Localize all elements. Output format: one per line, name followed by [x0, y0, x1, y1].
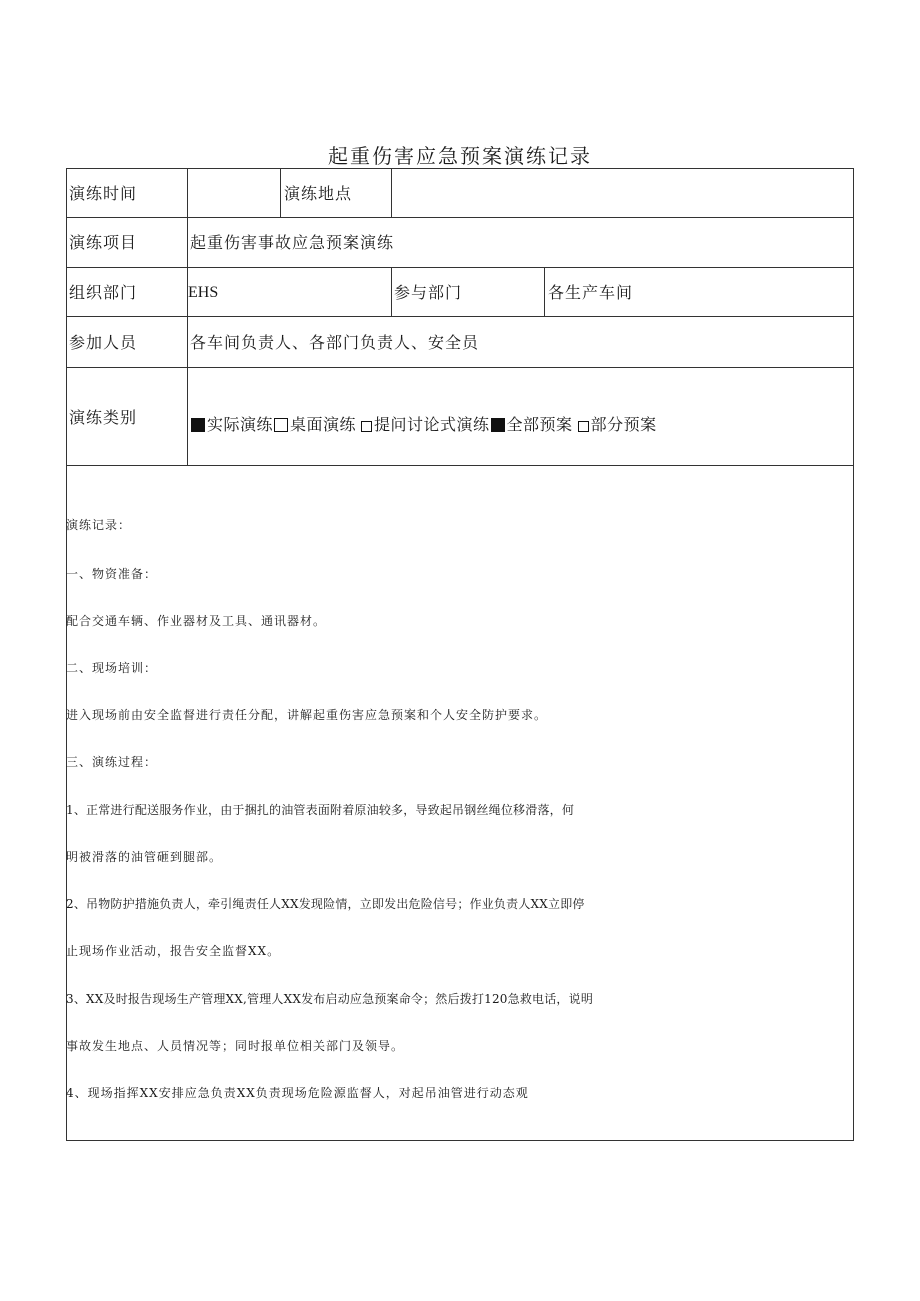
drill-category-options — [190, 415, 657, 435]
section-2-text: 进入现场前由安全监督进行责任分配，讲解起重伤害应急预案和个人安全防护要求。 — [66, 708, 548, 722]
section-2-title: 二、现场培训： — [66, 661, 158, 675]
participate-dept-label: 参与部门 — [394, 283, 463, 302]
process-item-1-line-1: 1、正常进行配送服务作业，由于捆扎的油管表面附着原油较多，导致起吊钢丝绳位移滑落，何 — [66, 803, 575, 817]
checkbox-checked-icon — [491, 418, 505, 432]
checkbox-unchecked-icon — [361, 421, 372, 432]
org-dept-value: EHS — [188, 284, 219, 301]
category-option-actual[interactable] — [190, 415, 273, 434]
process-item-2-line-1: 2、吊物防护措施负责人，牵引绳责任人XX发现险情，立即发出危险信号；作业负责人XX立即停 — [66, 897, 585, 911]
column-divider — [187, 168, 188, 465]
drill-place-label: 演练地点 — [284, 184, 353, 203]
process-item-2-line-2: 止现场作业活动，报告安全监督XX。 — [66, 944, 281, 958]
category-option-label: 全部预案 — [506, 415, 573, 434]
participants-value: 各车间负责人、各部门负责人、安全员 — [190, 333, 480, 352]
category-option-label: 桌面演练 — [290, 415, 357, 434]
section-3-title: 三、演练过程： — [66, 755, 158, 769]
drill-project-value: 起重伤害事故应急预案演练 — [190, 233, 395, 252]
process-item-1-line-2: 明被滑落的油管砸到腿部。 — [66, 850, 223, 864]
org-dept-label: 组织部门 — [69, 283, 138, 302]
process-item-3-line-2: 事故发生地点、人员情况等；同时报单位相关部门及领导。 — [66, 1039, 405, 1053]
category-option-partial-plan[interactable] — [573, 415, 657, 434]
process-item-4-line-1: 4、现场指挥XX安排应急负责XX负责现场危险源监督人，对起吊油管进行动态观 — [66, 1086, 529, 1100]
row-divider — [66, 367, 854, 368]
drill-project-label: 演练项目 — [69, 233, 138, 252]
category-option-discussion[interactable] — [356, 415, 490, 434]
drill-time-label: 演练时间 — [69, 184, 138, 203]
drill-category-label: 演练类别 — [69, 408, 138, 427]
row-divider — [66, 465, 854, 466]
section-1-text: 配合交通车辆、作业器材及工具、通讯器材。 — [66, 614, 327, 628]
category-option-full-plan[interactable] — [490, 415, 573, 434]
category-option-label: 实际演练 — [207, 415, 274, 434]
category-option-tabletop[interactable] — [273, 415, 356, 434]
row-divider — [66, 217, 854, 218]
process-item-3-line-1: 3、XX及时报告现场生产管理XX,管理人XX发布启动应急预案命令；然后拨打120急救电话，说明 — [66, 992, 594, 1006]
column-divider — [544, 267, 545, 316]
column-divider — [391, 168, 392, 217]
checkbox-checked-icon — [191, 418, 205, 432]
row-divider — [66, 267, 854, 268]
category-option-label: 提问讨论式演练 — [374, 415, 490, 434]
checkbox-unchecked-icon — [274, 418, 288, 432]
column-divider — [280, 168, 281, 217]
page-title: 起重伤害应急预案演练记录 — [328, 144, 592, 168]
category-option-label: 部分预案 — [590, 415, 657, 434]
checkbox-unchecked-icon — [578, 421, 589, 432]
participants-label: 参加人员 — [69, 333, 138, 352]
section-1-title: 一、物资准备： — [66, 567, 158, 581]
row-divider — [66, 316, 854, 317]
column-divider — [391, 267, 392, 316]
participate-dept-value: 各生产车间 — [548, 283, 634, 302]
record-heading: 演练记录： — [66, 518, 132, 532]
